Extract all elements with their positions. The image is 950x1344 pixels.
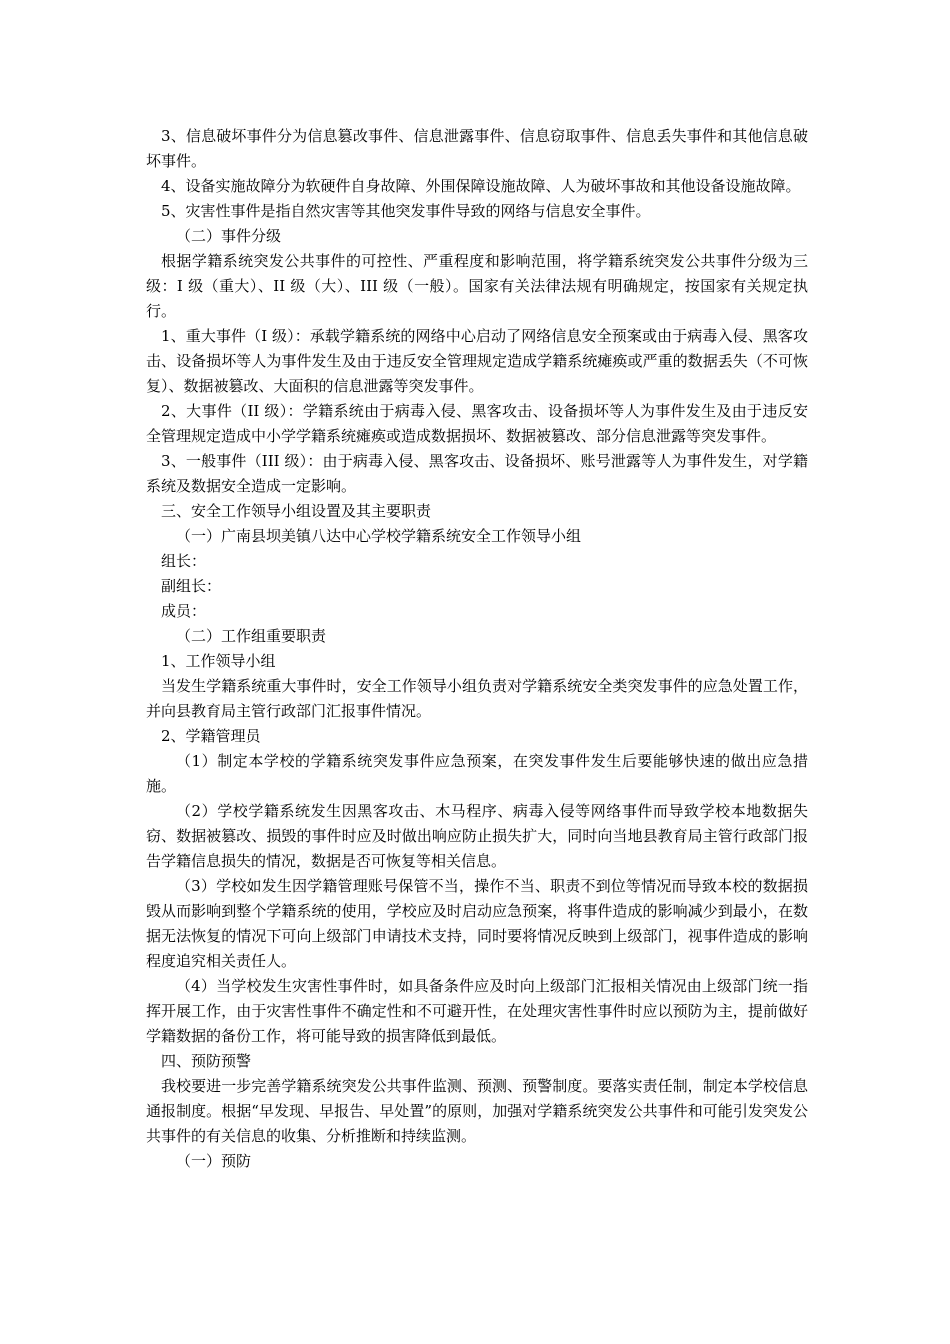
paragraph: 成员： (161, 602, 207, 620)
paragraph: 3、信息破坏事件分为信息篡改事件、信息泄露事件、信息窃取事件、信息丢失事件和其他信息破坏事件。 (146, 127, 808, 170)
paragraph: 1、工作领导小组 (161, 652, 276, 670)
paragraph: 我校要进一步完善学籍系统突发公共事件监测、预测、预警制度。要落实责任制，制定本学校信息通报制度。根据“早发现、早报告、早处置”的原则，加强对学籍系统突发公共事件和可能引发突发公共事件的有关信息的收集、分析推断和持续监测。 (146, 1077, 808, 1145)
paragraph: （1）制定本学校的学籍系统突发事件应急预案，在突发事件发生后要能够快速的做出应急措施。 (146, 752, 808, 795)
paragraph: 4、设备实施故障分为软硬件自身故障、外围保障设施故障、人为破坏事故和其他设备设施故障。 (161, 177, 801, 195)
paragraph: 2、大事件（II 级）：学籍系统由于病毒入侵、黑客攻击、设备损坏等人为事件发生及由于违反安全管理规定造成中小学学籍系统瘫痪或造成数据损坏、数据被篡改、部分信息泄露等突发事件。 (146, 402, 808, 445)
section-heading: （二）事件分级 (176, 227, 282, 245)
paragraph: 当发生学籍系统重大事件时，安全工作领导小组负责对学籍系统安全类突发事件的应急处置工作，并向县教育局主管行政部门汇报事件情况。 (146, 677, 808, 720)
paragraph: 副组长： (161, 577, 222, 595)
paragraph: 3、一般事件（III 级）：由于病毒入侵、黑客攻击、设备损坏、账号泄露等人为事件发生，对学籍系统及数据安全造成一定影响。 (146, 452, 808, 495)
section-heading: （一）预防 (176, 1152, 252, 1170)
document-body (146, 124, 808, 1174)
paragraph: 5、灾害性事件是指自然灾害等其他突发事件导致的网络与信息安全事件。 (161, 202, 651, 220)
section-heading: 四、预防预警 (161, 1052, 252, 1070)
paragraph: 根据学籍系统突发公共事件的可控性、严重程度和影响范围，将学籍系统突发公共事件分级为三级：I 级（重大）、II 级（大）、III 级（一般）。国家有关法律法规有明确规定，按国家有关规定执行。 (146, 252, 808, 320)
section-heading: （二）工作组重要职责 (176, 627, 327, 645)
paragraph: 组长： (161, 552, 207, 570)
paragraph: （4）当学校发生灾害性事件时，如具备条件应及时向上级部门汇报相关情况由上级部门统一指挥开展工作，由于灾害性事件不确定性和不可避开性，在处理灾害性事件时应以预防为主，提前做好学籍数据的备份工作，将可能导致的损害降低到最低。 (146, 977, 808, 1045)
section-heading: （一）广南县坝美镇八达中心学校学籍系统安全工作领导小组 (176, 527, 582, 545)
paragraph: （3）学校如发生因学籍管理账号保管不当，操作不当、职责不到位等情况而导致本校的数据损毁从而影响到整个学籍系统的使用，学校应及时启动应急预案，将事件造成的影响减少到最小，在数据无法恢复的情况下可向上级部门申请技术支持，同时要将情况反映到上级部门，视事件造成的影响程度追究相关责任人。 (146, 877, 808, 970)
section-heading: 三、安全工作领导小组设置及其主要职责 (161, 502, 432, 520)
paragraph: 1、重大事件（I 级）：承载学籍系统的网络中心启动了网络信息安全预案或由于病毒入侵、黑客攻击、设备损坏等人为事件发生及由于违反安全管理规定造成学籍系统瘫痪或严重的数据丢失（不可恢复）、数据被篡改、大面积的信息泄露等突发事件。 (146, 327, 808, 395)
paragraph: （2）学校学籍系统发生因黑客攻击、木马程序、病毒入侵等网络事件而导致学校本地数据失窃、数据被篡改、损毁的事件时应及时做出响应防止损失扩大，同时向当地县教育局主管行政部门报告学籍信息损失的情况，数据是否可恢复等相关信息。 (146, 802, 808, 870)
paragraph: 2、学籍管理员 (161, 727, 261, 745)
